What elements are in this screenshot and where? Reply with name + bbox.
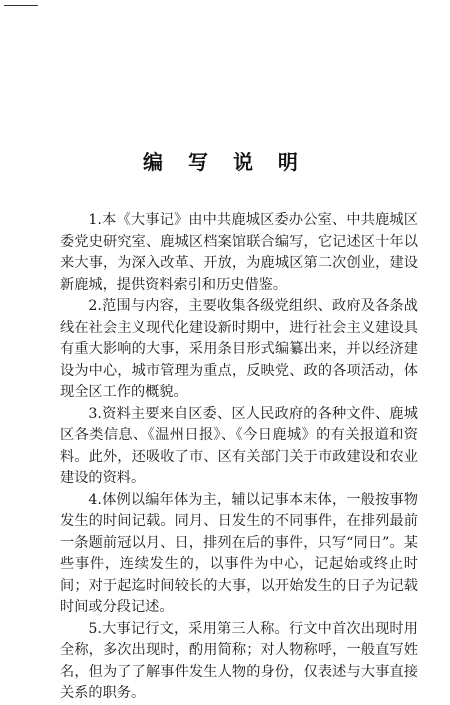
paragraph-5: 5.大事记行文，采用第三人称。行文中首次出现时用全称，多次出现时，酌用简称；对人物称呼，一般直写姓名，但为了了解事件发生人物的身份，仅表述与大事直接关系的职务。 (60, 620, 418, 701)
top-corner-rule (4, 5, 38, 6)
paragraph-2: 2.范围与内容，主要收集各级党组织、政府及各条战线在社会主义现代化建设新时期中，进行社会主义建设具有重大影响的大事，采用条目形式编纂出来，并以经济建设为中心，城市管理为重点，反映党、政的各项活动，体现全区工作的概貌。 (60, 298, 418, 400)
page-title: 编 写 说 明 (143, 150, 307, 174)
paragraph-4: 4.体例以编年体为主，辅以记事本末体，一般按事物发生的时间记载。同月、日发生的不同事件，在排列最前一条题前冠以月、日，排列在后的事件，只写“同日”。某些事件，连续发生的，以事件为中心，记起始或终止时间；对于起迄时间较长的大事，以开始发生的日子为记载时间或分段记述。 (60, 491, 418, 615)
document-body (60, 210, 418, 705)
paragraph-3: 3.资料主要来自区委、区人民政府的各种文件、鹿城区各类信息、《温州日报》、《今日鹿城》的有关报道和资料。此外，还吸收了市、区有关部门关于市政建设和农业建设的资料。 (60, 405, 418, 486)
paragraph-1: 1.本《大事记》由中共鹿城区委办公室、中共鹿城区委党史研究室、鹿城区档案馆联合编写，它记述区十年以来大事，为深入改革、开放，为鹿城区第二次创业，建设新鹿城，提供资料索引和历史借鉴。 (60, 212, 418, 293)
